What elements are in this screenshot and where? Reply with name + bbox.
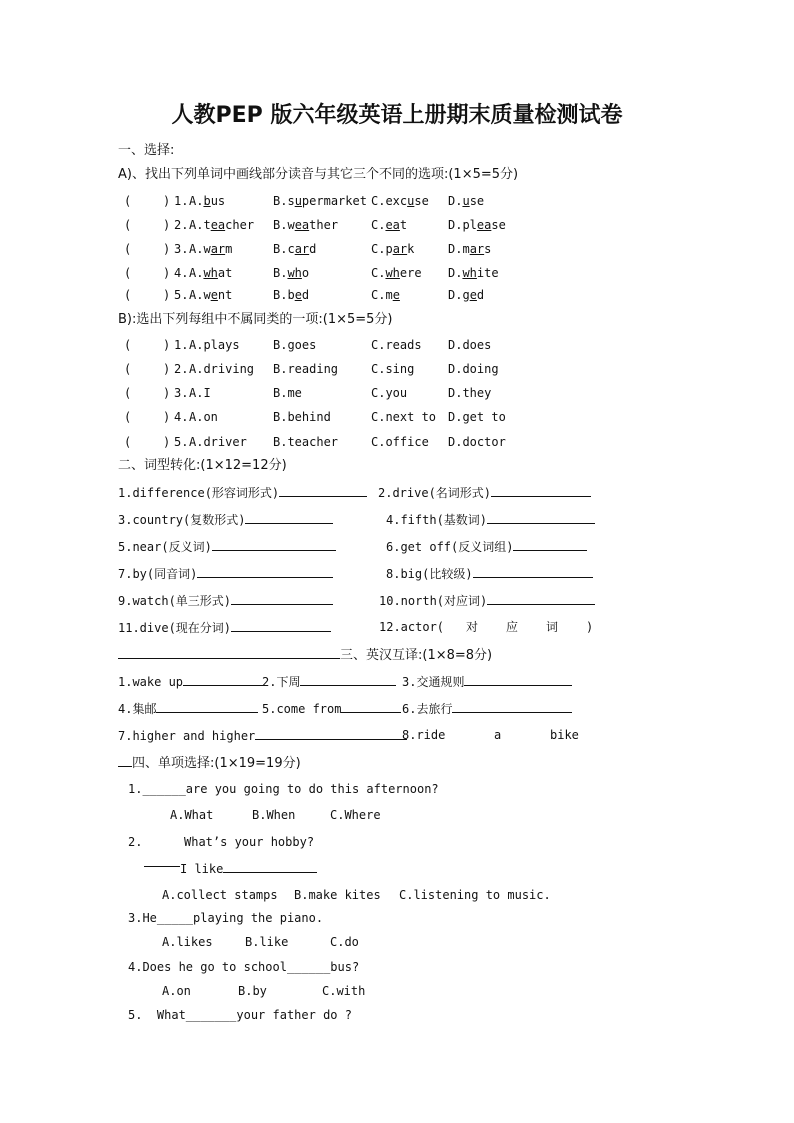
word-part: D.pl [448,218,477,232]
option-a [189,241,232,257]
word-part: A. [189,194,204,208]
q2: What’s your hobby? [184,835,315,849]
answer-paren-close: ) [163,338,171,352]
p3-item-5: 5.come from [262,700,401,717]
word-part: B. [273,266,288,280]
answer-paren-open: ( [124,338,132,352]
word-part: B.s [273,194,295,208]
option-d: D.doctor [448,435,506,449]
option-b [273,265,309,281]
underlined-letters: ea [476,218,492,232]
word-part: B.w [273,218,295,232]
option-b: B.teacher [273,435,339,449]
option-c [371,287,400,303]
underlined-letters: ar [294,242,310,256]
part1-b-heading: B):选出下列每组中不属同类的一项:(1×5=5分) [118,312,393,327]
option-b: B.goes [273,338,317,352]
q2-number: 2. [128,835,143,849]
p2-item-6: 6.get off(反义词组) [386,538,587,555]
underlined-letters: wh [203,266,218,280]
p3-item-8: 8.ride [402,728,446,742]
q1-option-b: B.When [252,808,296,822]
answer-paren-close: ) [163,218,171,232]
item-number: 1. [174,194,189,208]
option-c: C.next to [371,410,437,424]
underlined-letters: wh [462,266,477,280]
item-number: 5. [174,288,189,302]
q1: 1.______are you going to do this afternoon? [128,782,439,796]
word-part: A.w [189,242,211,256]
q2-option-b: B.make kites [294,888,381,902]
word-part: permarket [301,194,367,208]
q3-option-b: B.like [245,935,289,949]
q1-option-c: C.Where [330,808,381,822]
p2-item-1: 1.difference(形容词形式) [118,484,367,501]
item-number: 5. [174,435,189,449]
underlined-letters: e [392,288,400,302]
item-number: 4. [174,266,189,280]
word-part: C. [371,266,386,280]
p2-item-3: 3.country(复数形式) [118,511,333,528]
item-number: 3. [174,386,189,400]
option-a [189,217,254,233]
page-title: 人教PEP 版六年级英语上册期末质量检测试卷 [171,103,623,128]
p3-item-6: 6.去旅行 [402,700,572,717]
q5: 5. What_______your father do ? [128,1008,352,1022]
part4-heading-line [118,754,301,772]
word-part: D.g [448,288,470,302]
p2-item-10: 10.north(对应词) [379,592,595,609]
option-a: A.driver [189,435,247,449]
p2-item-5: 5.near(反义词) [118,538,336,555]
word-part: D. [448,194,463,208]
answer-paren-close: ) [163,435,171,449]
option-b [273,217,338,233]
option-b: B.reading [273,362,339,376]
q2-option-c: C.listening to music. [399,888,551,902]
p3-item-2: 2.下周 [262,673,396,690]
p3-item-8-part: bike [550,728,579,742]
underlined-letters: u [462,194,470,208]
word-part: A.w [189,288,211,302]
option-b [273,241,316,257]
word-part: C.p [371,242,393,256]
answer-paren-close: ) [163,266,171,280]
word-part: t [399,218,408,232]
part2-heading: 二、词型转化:(1×12=12分) [118,458,287,473]
answer-paren-open: ( [124,266,132,280]
q3: 3.He_____playing the piano. [128,911,324,925]
word-part: C. [371,218,386,232]
part3-heading: 三、英汉互译:(1×8=8分) [340,648,493,663]
item-number: 3. [174,242,189,256]
answer-paren-close: ) [163,386,171,400]
answer-paren-open: ( [124,242,132,256]
option-c: C.reads [371,338,422,352]
q4-option-b: B.by [238,984,267,998]
word-part: A. [189,266,204,280]
option-b: B.behind [273,410,331,424]
option-d [448,241,491,257]
word-part: D.m [448,242,470,256]
underlined-letters: e [210,288,218,302]
q3-option-c: C.do [330,935,359,949]
word-part: A.t [189,218,211,232]
option-a [189,287,232,303]
word-part: d [301,288,310,302]
p2-item-11: 11.dive(现在分词) [118,619,331,636]
part1-heading: 一、选择: [118,143,175,158]
p2-item-12-part: 应 [506,620,519,634]
answer-paren-open: ( [124,386,132,400]
option-a: A.driving [189,362,255,376]
p3-item-1: 1.wake up [118,673,263,690]
item-number: 4. [174,410,189,424]
underlined-letters: e [294,288,302,302]
p2-item-9: 9.watch(单三形式) [118,592,333,609]
p2-item-4: 4.fifth(基数词) [386,511,595,528]
underlined-letters: ar [469,242,485,256]
word-part: s [217,194,226,208]
answer-paren-close: ) [163,410,171,424]
part4-heading: 四、单项选择:(1×19=19分) [132,756,301,771]
option-c [371,217,407,233]
word-part: u [210,194,218,208]
underlined-letters: wh [385,266,400,280]
option-c [371,265,422,281]
word-part: d [476,288,485,302]
word-part: o [301,266,310,280]
option-d [448,265,499,281]
word-part: ther [309,218,339,232]
word-part: C.m [371,288,393,302]
option-a [189,193,225,209]
option-b: B.me [273,386,302,400]
p2-item-12-part: 对 [466,620,479,634]
q3-option-a: A.likes [162,935,213,949]
underlined-letters: ea [210,218,226,232]
item-number: 2. [174,218,189,232]
word-part: ite [476,266,499,280]
answer-paren-open: ( [124,362,132,376]
answer-paren-open: ( [124,410,132,424]
word-part: at [217,266,233,280]
answer-paren-close: ) [163,362,171,376]
word-part: d [309,242,317,256]
q4-option-a: A.on [162,984,191,998]
underlined-letters: e [469,288,477,302]
answer-paren-close: ) [163,288,171,302]
word-part: se [469,194,485,208]
option-b [273,193,367,209]
option-d [448,287,484,303]
word-part: cher [225,218,255,232]
answer-paren-open: ( [124,288,132,302]
option-a: A.on [189,410,218,424]
option-b [273,287,309,303]
part1-a-heading: A)、找出下列单词中画线部分读音与其它三个不同的选项:(1×5=5分) [118,167,519,182]
p3-item-4: 4.集邮 [118,700,258,717]
p3-item-3: 3.交通规则 [402,673,572,690]
underlined-letters: b [203,194,211,208]
word-part: nt [217,288,233,302]
q4: 4.Does he go to school______bus? [128,960,360,974]
word-part: D. [448,266,463,280]
word-part: B.c [273,242,295,256]
underlined-letters: ar [210,242,226,256]
option-d: D.does [448,338,492,352]
option-a: A.I [189,386,211,400]
underlined-letters: u [294,194,302,208]
option-c: C.you [371,386,408,400]
underlined-letters: wh [287,266,302,280]
answer-paren-open: ( [124,435,132,449]
option-c [371,241,414,257]
option-d: D.doing [448,362,499,376]
word-part: se [491,218,506,232]
answer-paren-close: ) [163,242,171,256]
answer-paren-close: ) [163,194,171,208]
answer-paren-open: ( [124,218,132,232]
answer-paren-open: ( [124,194,132,208]
part3-heading-line [118,646,492,664]
p3-item-7: 7.higher and higher [118,727,407,744]
p2-item-7: 7.by(同音词) [118,565,333,582]
p2-item-12-part: ) [586,620,594,634]
q2-answer-line: I like [144,860,317,877]
option-d [448,193,484,209]
word-part: C.exc [371,194,408,208]
p2-item-12: 12.actor( [379,620,445,634]
underlined-letters: ea [294,218,310,232]
item-number: 1. [174,338,189,352]
underlined-letters: ar [392,242,408,256]
q2-option-a: A.collect stamps [162,888,278,902]
word-part: m [225,242,233,256]
option-d: D.they [448,386,492,400]
option-a: A.plays [189,338,240,352]
word-part: s [484,242,492,256]
underlined-letters: u [407,194,415,208]
q4-option-c: C.with [322,984,366,998]
option-c: C.office [371,435,429,449]
q1-option-a: A.What [170,808,214,822]
p2-item-2: 2.drive(名词形式) [378,484,591,501]
word-part: ere [399,266,422,280]
option-c [371,193,429,209]
option-a [189,265,232,281]
p2-item-8: 8.big(比较级) [386,565,593,582]
word-part: k [407,242,415,256]
option-d: D.get to [448,410,506,424]
p2-item-12-part: 词 [546,620,559,634]
option-c: C.sing [371,362,415,376]
underlined-letters: ea [385,218,400,232]
p3-item-8-part: a [494,728,502,742]
word-part: se [414,194,429,208]
item-number: 2. [174,362,189,376]
word-part: B.b [273,288,295,302]
option-d [448,217,506,233]
